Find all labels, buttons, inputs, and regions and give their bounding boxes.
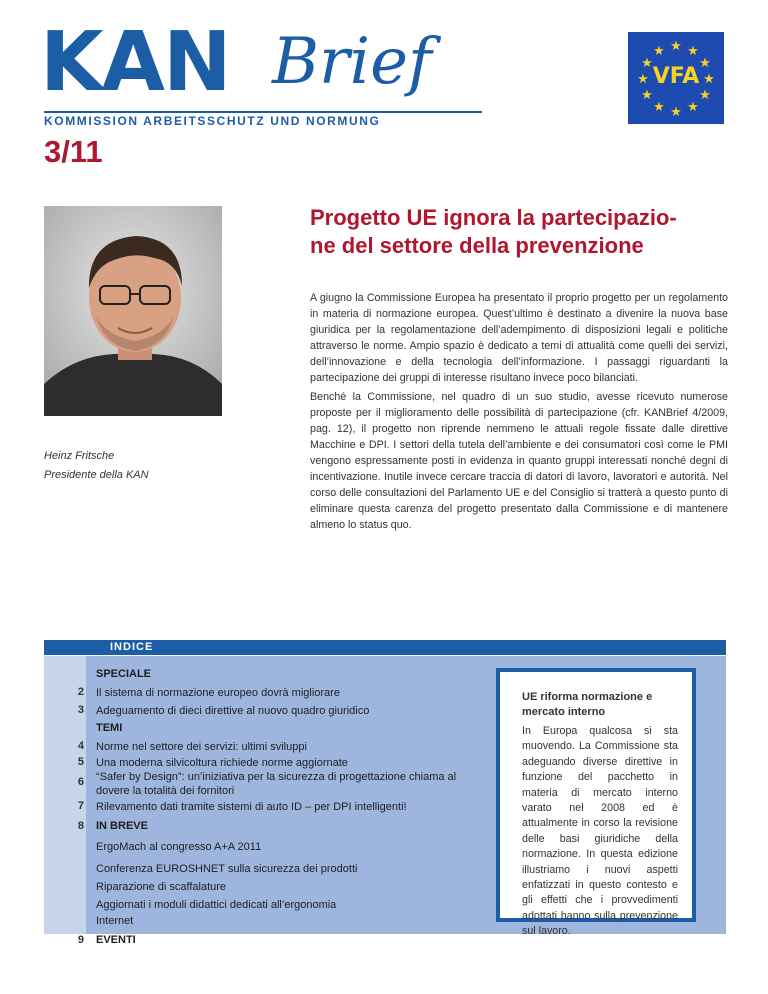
index-entry[interactable]: Riparazione di scaffalature xyxy=(96,881,227,893)
page-number: 7 xyxy=(77,800,84,812)
page-number: 4 xyxy=(77,740,84,752)
svg-text:★: ★ xyxy=(687,100,699,115)
vfa-eu-logo xyxy=(628,32,724,124)
svg-text:★: ★ xyxy=(670,39,682,54)
logo-underline xyxy=(44,111,482,113)
vfa-label: VFA xyxy=(652,64,700,89)
svg-text:★: ★ xyxy=(699,56,711,71)
svg-text:★: ★ xyxy=(687,44,699,59)
section-eventi: EVENTI xyxy=(96,934,136,946)
svg-text:★: ★ xyxy=(653,44,665,59)
kan-logo: KAN xyxy=(40,15,230,110)
headline-line-1: Progetto UE ignora la partecipazio- xyxy=(310,205,677,230)
index-entry[interactable]: “Safer by Design”: un’iniziativa per la sicurezza di progettazione chiama al dovere la totalità dei fornitori xyxy=(96,771,457,797)
photo-caption xyxy=(44,447,149,485)
index-entry[interactable]: Una moderna silvicoltura richiede norme aggiornate xyxy=(96,757,348,769)
index-entry[interactable]: Internet xyxy=(96,915,134,927)
svg-text:★: ★ xyxy=(653,100,665,115)
page-number: 9 xyxy=(77,934,84,946)
svg-text:★: ★ xyxy=(641,88,653,103)
article-paragraph-2: Benché la Commissione, nel quadro di un suo studio, avesse ricevuto numerose proposte per il miglioramento delle possibilità di partecipazione (cfr. KANBrief 4/2009, pag. 12), il progetto non riprende nemmeno le attuali regole fissate dalle direttive Macchine e DPI. I settori della tutela dell’ambiente e dei consumatori così come le PMI vengono espressamente posti in evidenza in quanto gruppi interessati nonché degni di incentivazione. Inutile invece cercare traccia di datori di lavoro, lavoratori e autorità. Nel corso delle consultazioni del Parlamento UE e del Consiglio si tratterà a questo punto di eliminare questa carenza del progetto presentato dalla Commissione e di mantenere almeno lo status quo. xyxy=(310,391,728,531)
index-entry[interactable]: Norme nel settore dei servizi: ultimi sviluppi xyxy=(96,741,307,753)
issue-number: 3/11 xyxy=(44,134,103,169)
index-entry[interactable]: Rilevamento dati tramite sistemi di auto ID – per DPI intelligenti! xyxy=(96,801,407,813)
brief-logo-script: Brief xyxy=(272,25,432,99)
article-paragraph-1: A giugno la Commissione Europea ha presentato il proprio progetto per un regolamento in materia di normazione europea. Quest’ultimo è destinato a divenire la nuova base giuridica per la regolamentazione dell’adempimento di disposizioni legali e politiche attraverso le norme. Ampio spazio è dedicato a temi di attualità come quelli dei servizi, dell’innovazione e della tecnologia dell’informazione. I passaggi riguardanti la partecipazione dei gruppi di interesse risultano invece poco bilanciati. xyxy=(310,292,728,384)
section-temi: TEMI xyxy=(96,722,123,734)
index-entry[interactable]: Aggiornati i moduli didattici dedicati all’ergonomia xyxy=(96,899,337,911)
section-speciale: SPECIALE xyxy=(96,668,152,680)
info-box-text: In Europa qualcosa si sta muovendo. La Commissione sta adeguando diverse direttive in funzione del pacchetto in materia di mercato interno varato nel 2008 ed è attualmente in corso la revisione delle basi giuridiche della normazione. In questa edizione illustriamo i nuovi aspetti enfatizzati in questo contesto e gli effetti che i provvedimenti adottati hanno sulla prevenzione sul lavoro. xyxy=(522,725,678,938)
page-number: 5 xyxy=(77,756,84,768)
svg-text:★: ★ xyxy=(641,56,653,71)
index-entry[interactable]: ErgoMach al congresso A+A 2011 xyxy=(96,841,262,853)
page-number: 2 xyxy=(77,686,84,698)
headline-line-2: ne del settore della prevenzione xyxy=(310,233,644,258)
svg-text:★: ★ xyxy=(670,105,682,120)
article-headline xyxy=(310,204,730,260)
tagline: KOMMISSION ARBEITSSCHUTZ UND NORMUNG xyxy=(44,114,381,128)
svg-text:★: ★ xyxy=(637,72,649,87)
index-entry[interactable]: Adeguamento di dieci direttive al nuovo quadro giuridico xyxy=(96,705,370,717)
page-number: 3 xyxy=(77,704,84,716)
page-number: 6 xyxy=(77,776,84,788)
svg-text:★: ★ xyxy=(703,72,715,87)
info-box-title: UE riforma normazione e mercato interno xyxy=(522,691,653,718)
section-in-breve: IN BREVE xyxy=(96,820,148,832)
index-entry[interactable]: Il sistema di normazione europeo dovrà migliorare xyxy=(96,687,340,699)
svg-text:★: ★ xyxy=(699,88,711,103)
caption-name: Heinz Fritsche xyxy=(44,450,115,462)
index-entry[interactable]: Conferenza EUROSHNET sulla sicurezza dei prodotti xyxy=(96,863,358,875)
caption-role: Presidente della KAN xyxy=(44,469,149,481)
index-title: INDICE xyxy=(110,641,154,653)
portrait-photo xyxy=(44,206,222,416)
page-number: 8 xyxy=(77,820,84,832)
